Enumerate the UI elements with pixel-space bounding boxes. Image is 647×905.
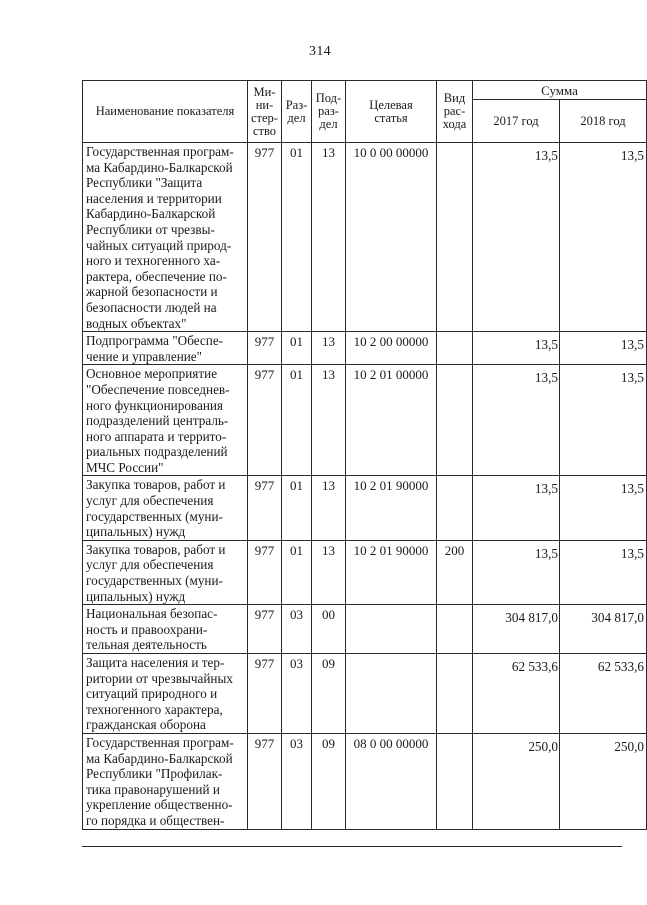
cell-sum-2017: 13,5 [473,332,560,365]
header-year-2018: 2018 год [560,100,647,143]
header-ministry: Ми- ни- стер- ство [248,81,282,143]
cell-name: Национальная безопас- ность и правоохрани- тельная деятельность [83,605,248,654]
cell-name: Государственная програм- ма Кабардино-Балкарской Республики "Защита населения и территории Кабардино-Балкарской Республики от чрезвы- чайных ситуаций природ- ного и техногенного ха- рактера, обеспечение по- жарной безопасности и безопасности людей на водных объектах" [83,143,248,332]
cell-ministry: 977 [248,476,282,540]
cell-target-article [346,605,437,654]
page-number: 314 [309,44,331,59]
cell-subsection: 13 [312,143,346,332]
cell-ministry: 977 [248,605,282,654]
cell-sum-2018: 62 533,6 [560,654,647,734]
cell-target-article: 10 2 01 90000 [346,476,437,540]
cell-section: 03 [282,733,312,829]
table-row [83,540,647,604]
cell-sum-2018: 13,5 [560,365,647,476]
table-row [83,605,647,654]
header-sum: Сумма [473,81,647,100]
table-row [83,733,647,829]
cell-sum-2017: 13,5 [473,476,560,540]
cell-expense-type: 200 [437,540,473,604]
cell-sum-2018: 250,0 [560,733,647,829]
cell-name: Защита населения и тер- ритории от чрезвычайных ситуаций природного и техногенного характера, гражданская оборона [83,654,248,734]
page-bottom-rule [82,846,622,847]
header-name: Наименование показателя [83,81,248,143]
header-section: Раз- дел [282,81,312,143]
table-row [83,143,647,332]
cell-target-article: 10 0 00 00000 [346,143,437,332]
cell-sum-2018: 13,5 [560,540,647,604]
cell-ministry: 977 [248,143,282,332]
cell-expense-type [437,733,473,829]
table-row [83,332,647,365]
cell-subsection: 13 [312,365,346,476]
cell-target-article: 10 2 00 00000 [346,332,437,365]
cell-target-article [346,654,437,734]
cell-name: Закупка товаров, работ и услуг для обеспечения государственных (муни- ципальных) нужд [83,540,248,604]
cell-sum-2017: 13,5 [473,540,560,604]
cell-ministry: 977 [248,654,282,734]
header-target-article: Целевая статья [346,81,437,143]
cell-sum-2017: 304 817,0 [473,605,560,654]
header-year-2017: 2017 год [473,100,560,143]
cell-section: 01 [282,476,312,540]
cell-expense-type [437,365,473,476]
cell-expense-type [437,605,473,654]
cell-sum-2017: 13,5 [473,143,560,332]
cell-sum-2018: 13,5 [560,143,647,332]
cell-target-article: 08 0 00 00000 [346,733,437,829]
cell-subsection: 09 [312,654,346,734]
cell-target-article: 10 2 01 90000 [346,540,437,604]
cell-sum-2017: 250,0 [473,733,560,829]
budget-table [82,80,647,830]
cell-ministry: 977 [248,365,282,476]
cell-expense-type [437,332,473,365]
cell-ministry: 977 [248,540,282,604]
cell-sum-2017: 13,5 [473,365,560,476]
cell-expense-type [437,143,473,332]
cell-sum-2018: 304 817,0 [560,605,647,654]
cell-sum-2018: 13,5 [560,332,647,365]
cell-name: Подпрограмма "Обеспе- чение и управление" [83,332,248,365]
cell-name: Закупка товаров, работ и услуг для обеспечения государственных (муни- ципальных) нужд [83,476,248,540]
cell-section: 01 [282,540,312,604]
cell-expense-type [437,476,473,540]
cell-subsection: 13 [312,332,346,365]
cell-name: Основное мероприятие "Обеспечение повседнев- ного функционирования подразделений централь- ного аппарата и террито- риальных подразделений МЧС России" [83,365,248,476]
cell-sum-2017: 62 533,6 [473,654,560,734]
cell-section: 01 [282,365,312,476]
table-body [83,143,647,830]
cell-name: Государственная програм- ма Кабардино-Балкарской Республики "Профилак- тика правонарушений и укрепление общественно- го порядка и обществен- [83,733,248,829]
cell-expense-type [437,654,473,734]
cell-subsection: 13 [312,476,346,540]
header-expense-type: Вид рас- хода [437,81,473,143]
table-row [83,476,647,540]
cell-subsection: 09 [312,733,346,829]
table-row [83,654,647,734]
budget-table-container [82,80,644,830]
header-row-1 [83,81,647,100]
cell-section: 03 [282,654,312,734]
table-row [83,365,647,476]
cell-ministry: 977 [248,733,282,829]
cell-section: 03 [282,605,312,654]
cell-subsection: 13 [312,540,346,604]
cell-subsection: 00 [312,605,346,654]
cell-section: 01 [282,332,312,365]
cell-section: 01 [282,143,312,332]
cell-ministry: 977 [248,332,282,365]
header-subsection: Под- раз- дел [312,81,346,143]
cell-target-article: 10 2 01 00000 [346,365,437,476]
cell-sum-2018: 13,5 [560,476,647,540]
